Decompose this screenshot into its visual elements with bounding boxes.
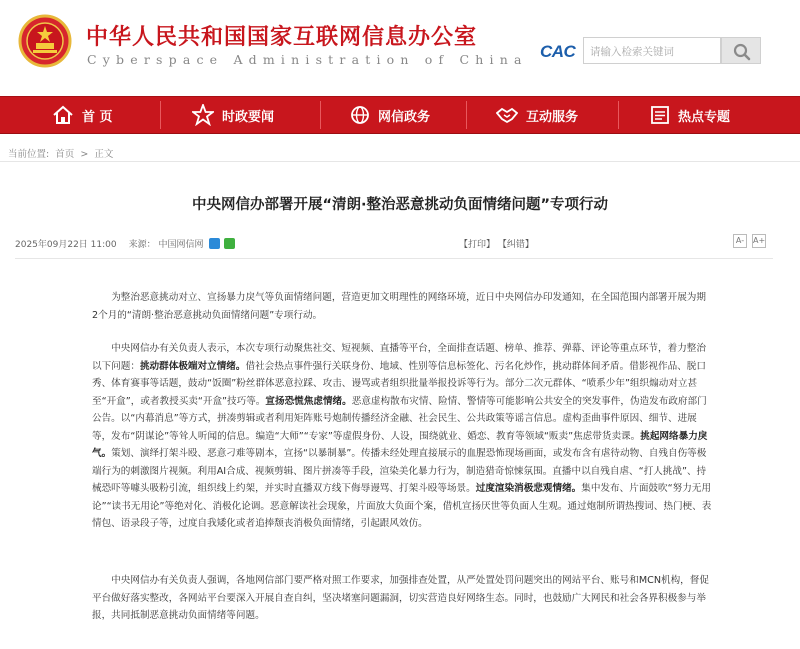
nav-item-affairs[interactable] <box>350 97 430 133</box>
nav-label-topics: 热点专题 <box>678 109 731 125</box>
breadcrumb-current: 正文 <box>94 149 114 160</box>
article-title: 中央网信办部署开展“清朗·整治恶意挑动负面情绪问题”专项行动 <box>191 197 609 213</box>
paragraph-text: 恶意虚构散布灾情、险情、警情等可能影响公共安全的突发事件，伪造发布政府部门公告。以“内幕消息”等方式，拼凑剪辑或者利用矩阵账号炮制传播经济金融、社会民生、公共政策等谣言信息。虚构歪曲事件原因、细节、进展等，发布“阴谋论”等耸人听闻的信息。编造“大师”“专家”等虚假身份、人设，围绕就业、婚恋、教育等领域“贩卖”焦虑带货卖课。 <box>92 395 707 442</box>
font-smaller-button[interactable]: A- <box>733 234 747 248</box>
breadcrumb-separator: > <box>80 149 89 160</box>
nav-item-topics[interactable] <box>650 97 730 133</box>
paragraph-bold: 挑动群体极端对立情绪。 <box>139 360 246 372</box>
article-source: 来源： 中国网信网 <box>128 240 204 250</box>
site-header <box>0 0 800 95</box>
weibo-share-icon[interactable] <box>209 238 220 249</box>
nav-label-affairs: 网信政务 <box>378 109 431 125</box>
site-title[interactable]: 中华人民共和国国家互联网信息办公室 <box>86 25 478 50</box>
nav-label-home: 首 页 <box>82 109 113 125</box>
paragraph-text: 中央网信办有关负责人表示，本次专项行动聚焦社交、短视频、直播等平台，全面排查话题、榜单、推荐、弹幕、评论等重点环节，着力整治以下问题： <box>92 343 706 372</box>
divider <box>15 258 773 259</box>
site-subtitle: Cyberspace Administration of China <box>87 52 528 67</box>
handshake-icon <box>496 105 518 125</box>
nav-divider <box>618 101 619 129</box>
nav-divider <box>160 101 161 129</box>
paragraph-bold: 过度渲染消极悲观情绪。 <box>475 483 582 494</box>
nav-item-interaction[interactable] <box>496 97 578 133</box>
nav-label-news: 时政要闻 <box>222 109 275 125</box>
nav-divider <box>466 101 467 129</box>
nav-item-home[interactable] <box>52 97 113 133</box>
search-button[interactable] <box>721 37 761 64</box>
home-icon <box>52 105 74 125</box>
print-link[interactable]: 【打印】 <box>459 240 496 250</box>
star-icon <box>192 104 214 126</box>
main-nav <box>0 96 800 134</box>
paragraph-bold: 宣扬恐慌焦虑情绪。 <box>265 395 352 407</box>
article-datetime: 2025年09月22日 11:00 <box>15 240 117 250</box>
print-links <box>459 237 534 250</box>
paragraph-text: 借社会热点事件强行关联身份、地域、性别等信息标签化、污名化炒作，挑动群体间矛盾。借影视作品、脱口秀、体育赛事等话题，鼓动“饭圈”粉丝群体恶意拉踩、攻击、谩骂或者组织批量举报投诉等行为。部分二次元群体、“喷系少年”组织煽动对立甚至“开盒”，或者教授买卖“开盒”技巧等。 <box>92 360 706 407</box>
search-icon <box>733 43 751 61</box>
breadcrumb-home-link[interactable]: 首页 <box>55 149 75 160</box>
paragraph-bold: 挑起网络暴力戾气。 <box>92 430 708 459</box>
article-meta <box>15 237 239 250</box>
document-icon <box>650 105 670 125</box>
divider <box>0 161 800 162</box>
article-paragraph-2 <box>92 340 712 533</box>
nav-item-news[interactable] <box>192 97 274 133</box>
nav-label-interaction: 互动服务 <box>526 109 579 125</box>
breadcrumb <box>8 146 113 160</box>
article-paragraph-1 <box>92 289 712 324</box>
paragraph-text: 策划、演绎打架斗殴、恶意刁难等剧本，宣扬“以暴制暴”。传播未经处理直接展示的血腥恐怖现场画面，或发布含有虐待动物、自残自伤等极端行为的刺激图片视频。利用AI合成、视频剪辑、图片拼凑等手段，渲染美化暴力行为，制造猎奇惊悚氛围。直播中以自残自虐、“打人挑战”、持械恐吓等噱头吸粉引流，组织线上约架，并实时直播双方线下侮辱谩骂、打架斗殴等场景。 <box>92 448 707 494</box>
article-paragraph-3 <box>92 572 712 625</box>
nav-divider <box>320 101 321 129</box>
breadcrumb-prefix: 当前位置: <box>8 149 50 160</box>
cac-logo[interactable] <box>540 42 575 62</box>
wechat-share-icon[interactable] <box>224 238 235 249</box>
national-emblem-icon <box>18 14 72 68</box>
cac-logo-text: CAC <box>540 42 576 61</box>
paragraph-text: 集中发布、片面鼓吹“努力无用论”“读书无用论”等绝对化、消极化论调。恶意解读社会现象，片面放大负面个案，借机宣扬厌世等负面人生观。通过炮制所谓热搜词、热门梗、表情包、语录段子等，过度自我矮化或者追捧颓丧消极负面情绪，引起跟风效仿。 <box>92 483 712 529</box>
globe-icon <box>350 105 370 125</box>
paragraph-text: 中央网信办有关负责人强调，各地网信部门要严格对照工作要求，加强排查处置，从严处置处罚问题突出的网站平台、账号和MCN机构，督促平台做好落实整改，各网站平台要深入开展自查自纠，坚决堵塞问题漏洞，切实营造良好网络生态。同时，也鼓励广大网民和社会各界积极参与举报，共同抵制恶意挑动负面情绪等问题。 <box>92 575 709 621</box>
paragraph-text: 为整治恶意挑动对立、宣扬暴力戾气等负面情绪问题，营造更加文明理性的网络环境，近日中央网信办印发通知，在全国范围内部署开展为期2个月的“清朗·整治恶意挑动负面情绪问题”专项行动。 <box>92 292 706 321</box>
correct-link[interactable]: 【纠错】 <box>497 240 534 250</box>
font-larger-button[interactable]: A+ <box>752 234 766 248</box>
search-input[interactable]: 请输入检索关键词 <box>583 37 721 64</box>
